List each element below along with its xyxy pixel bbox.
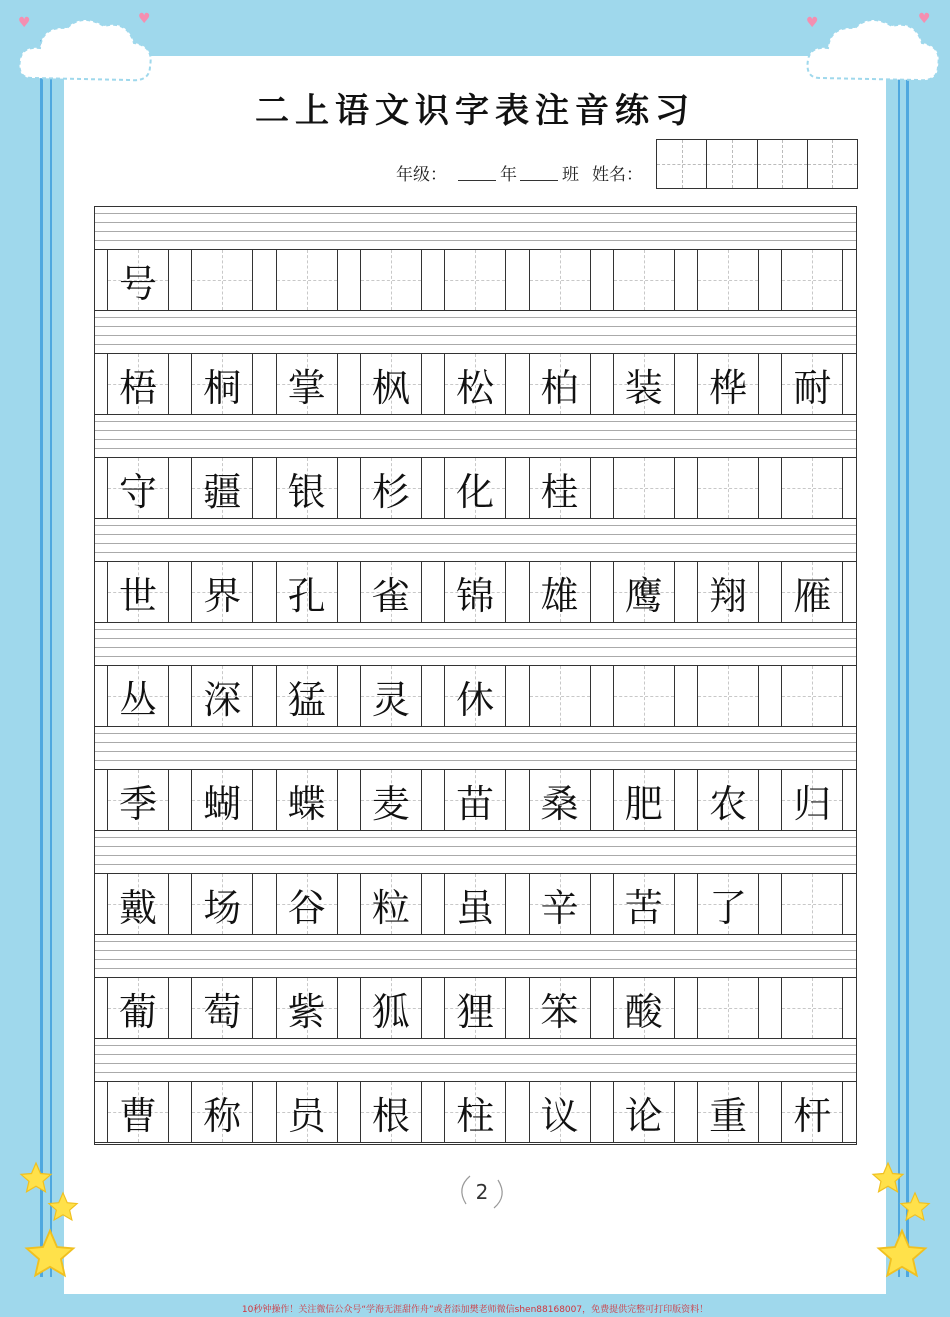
character-glyph: 议: [540, 1093, 579, 1138]
character-cell[interactable]: [191, 250, 253, 310]
character-cell[interactable]: [529, 978, 591, 1038]
character-glyph: 狸: [456, 989, 495, 1034]
character-cell[interactable]: [276, 874, 338, 934]
character-glyph: 根: [371, 1093, 410, 1138]
heart-icon: ♥: [806, 15, 819, 31]
heart-icon: ♥: [138, 11, 151, 27]
pinyin-line: [95, 317, 856, 318]
character-cell[interactable]: [613, 354, 675, 414]
pinyin-line: [95, 525, 856, 526]
character-cell[interactable]: [529, 1082, 591, 1142]
character-cell[interactable]: [697, 874, 759, 934]
heart-icon: ♥: [918, 11, 931, 27]
pinyin-line: [95, 959, 856, 960]
character-glyph: 肥: [624, 781, 663, 826]
character-cell[interactable]: [613, 874, 675, 934]
character-cell[interactable]: [360, 1082, 422, 1142]
name-cell[interactable]: [707, 140, 757, 188]
character-cell[interactable]: [107, 458, 169, 518]
character-cell[interactable]: [107, 874, 169, 934]
character-glyph: 麦: [371, 781, 410, 826]
character-glyph: 苗: [456, 781, 495, 826]
character-cell[interactable]: [191, 354, 253, 414]
star-icon: [898, 1190, 932, 1224]
character-cell[interactable]: [697, 562, 759, 622]
character-cell[interactable]: [529, 562, 591, 622]
character-cell[interactable]: [191, 562, 253, 622]
character-cell[interactable]: [781, 1082, 843, 1142]
star-icon: [874, 1226, 930, 1282]
character-glyph: 称: [203, 1093, 242, 1138]
character-glyph: 柏: [540, 365, 579, 410]
character-cell[interactable]: [444, 250, 506, 310]
right-stripe-2: [906, 40, 909, 1277]
name-cell[interactable]: [808, 140, 857, 188]
character-glyph: 杉: [371, 469, 410, 514]
character-cell[interactable]: [276, 250, 338, 310]
character-glyph: 苦: [624, 885, 663, 930]
character-glyph: 翔: [709, 573, 748, 618]
character-cell[interactable]: [360, 354, 422, 414]
pinyin-line: [95, 448, 856, 449]
pinyin-line: [95, 344, 856, 345]
pinyin-lines[interactable]: [95, 1041, 856, 1081]
character-cell[interactable]: [781, 770, 843, 830]
left-stripe-1: [40, 40, 43, 1277]
pinyin-line: [95, 968, 856, 969]
character-glyph: 雀: [371, 573, 410, 618]
pinyin-line: [95, 240, 856, 241]
character-glyph: 枫: [371, 365, 410, 410]
character-glyph: 紫: [287, 989, 326, 1034]
character-glyph: 深: [203, 677, 242, 722]
pinyin-line: [95, 742, 856, 743]
character-glyph: 萄: [203, 989, 242, 1034]
character-glyph: 世: [118, 573, 157, 618]
character-cell[interactable]: [781, 354, 843, 414]
character-cell[interactable]: [613, 666, 675, 726]
character-glyph: 酸: [624, 989, 663, 1034]
character-glyph: 桐: [203, 365, 242, 410]
character-row: [95, 249, 856, 311]
character-cell[interactable]: [107, 666, 169, 726]
character-cell[interactable]: [613, 250, 675, 310]
pinyin-line: [95, 941, 856, 942]
character-cell[interactable]: [613, 458, 675, 518]
character-glyph: 虽: [456, 885, 495, 930]
pinyin-lines[interactable]: [95, 521, 856, 561]
character-glyph: 归: [793, 781, 832, 826]
pinyin-lines[interactable]: [95, 729, 856, 769]
character-cell[interactable]: [360, 874, 422, 934]
grade-label: 年级：: [396, 165, 447, 185]
pinyin-line: [95, 760, 856, 761]
grade-blank[interactable]: [458, 180, 496, 181]
pinyin-line: [95, 543, 856, 544]
character-cell[interactable]: [697, 666, 759, 726]
character-cell[interactable]: [191, 978, 253, 1038]
pinyin-line: [95, 846, 856, 847]
character-cell[interactable]: [781, 978, 843, 1038]
character-cell[interactable]: [781, 458, 843, 518]
character-cell[interactable]: [276, 978, 338, 1038]
character-cell[interactable]: [276, 458, 338, 518]
character-glyph: 掌: [287, 365, 326, 410]
pinyin-lines[interactable]: [95, 417, 856, 457]
character-row: [95, 561, 856, 623]
heart-icon: ♥: [18, 15, 31, 31]
character-glyph: 笨: [540, 989, 579, 1034]
pinyin-line: [95, 864, 856, 865]
character-cell[interactable]: [697, 1082, 759, 1142]
character-glyph: 蝶: [287, 781, 326, 826]
character-glyph: 松: [456, 365, 495, 410]
character-glyph: 重: [709, 1093, 748, 1138]
character-cell[interactable]: [697, 978, 759, 1038]
page-title: 二上语文识字表注音练习: [255, 91, 695, 131]
pinyin-line: [95, 1072, 856, 1073]
character-glyph: 雁: [793, 573, 832, 618]
left-stripe-2: [50, 40, 52, 1277]
character-cell[interactable]: [191, 666, 253, 726]
character-cell[interactable]: [697, 250, 759, 310]
character-cell[interactable]: [360, 978, 422, 1038]
character-row: [95, 665, 856, 727]
pinyin-line: [95, 1063, 856, 1064]
name-cell[interactable]: [758, 140, 808, 188]
character-cell[interactable]: [444, 458, 506, 518]
character-cell[interactable]: [697, 458, 759, 518]
pinyin-line: [95, 552, 856, 553]
character-glyph: 猛: [287, 677, 326, 722]
character-cell[interactable]: [613, 562, 675, 622]
page-number: 2: [475, 1180, 489, 1204]
character-cell[interactable]: [613, 978, 675, 1038]
year-label: 年: [500, 165, 517, 185]
character-cell[interactable]: [781, 250, 843, 310]
character-cell[interactable]: [529, 874, 591, 934]
character-glyph: 粒: [371, 885, 410, 930]
character-cell[interactable]: [107, 1082, 169, 1142]
character-glyph: 杆: [793, 1093, 832, 1138]
pinyin-line: [95, 629, 856, 630]
character-cell[interactable]: [529, 250, 591, 310]
character-glyph: 雄: [540, 573, 579, 618]
footer-note: 10秒钟操作！关注微信公众号“学海无涯甜作舟”或者添加樊老师微信shen88168007，免费提供完整可打印版资料！: [241, 1305, 709, 1315]
character-cell[interactable]: [276, 562, 338, 622]
character-cell[interactable]: [697, 354, 759, 414]
character-glyph: 了: [709, 885, 748, 930]
character-glyph: 论: [624, 1093, 663, 1138]
character-cell[interactable]: [529, 770, 591, 830]
character-glyph: 疆: [203, 469, 242, 514]
character-cell[interactable]: [360, 458, 422, 518]
character-glyph: 梧: [118, 365, 157, 410]
pinyin-line: [95, 733, 856, 734]
character-cell[interactable]: [444, 354, 506, 414]
character-cell[interactable]: [613, 1082, 675, 1142]
character-glyph: 曹: [118, 1093, 157, 1138]
character-glyph: 锦: [456, 573, 495, 618]
pinyin-line: [95, 231, 856, 232]
character-glyph: 员: [287, 1093, 326, 1138]
character-cell[interactable]: [107, 770, 169, 830]
pinyin-line: [95, 430, 856, 431]
character-cell[interactable]: [107, 354, 169, 414]
character-glyph: 葡: [118, 989, 157, 1034]
character-row: [95, 353, 856, 415]
character-cell[interactable]: [781, 874, 843, 934]
character-cell[interactable]: [191, 1082, 253, 1142]
character-glyph: 银: [287, 469, 326, 514]
practice-grid: [94, 206, 857, 1145]
class-blank[interactable]: [520, 180, 558, 181]
character-glyph: 鹰: [624, 573, 663, 618]
character-cell[interactable]: [276, 770, 338, 830]
pinyin-line: [95, 837, 856, 838]
character-cell[interactable]: [781, 666, 843, 726]
character-cell[interactable]: [529, 354, 591, 414]
character-glyph: 柱: [456, 1093, 495, 1138]
pinyin-lines[interactable]: [95, 833, 856, 873]
character-cell[interactable]: [276, 1082, 338, 1142]
name-cell[interactable]: [657, 140, 707, 188]
character-glyph: 守: [118, 469, 157, 514]
pinyin-line: [95, 638, 856, 639]
character-glyph: 号: [118, 261, 157, 306]
pinyin-line: [95, 855, 856, 856]
pinyin-line: [95, 222, 856, 223]
pinyin-line: [95, 439, 856, 440]
character-glyph: 狐: [371, 989, 410, 1034]
pinyin-line: [95, 213, 856, 214]
character-glyph: 装: [624, 365, 663, 410]
character-glyph: 谷: [287, 885, 326, 930]
character-glyph: 化: [456, 469, 495, 514]
name-label: 姓名：: [592, 165, 643, 185]
character-cell[interactable]: [276, 354, 338, 414]
pinyin-lines[interactable]: [95, 209, 856, 249]
character-glyph: 蝴: [203, 781, 242, 826]
character-glyph: 丛: [118, 677, 157, 722]
character-cell[interactable]: [107, 562, 169, 622]
pinyin-line: [95, 950, 856, 951]
character-cell[interactable]: [276, 666, 338, 726]
pinyin-line: [95, 534, 856, 535]
character-row: [95, 873, 856, 935]
character-glyph: 农: [709, 781, 748, 826]
character-cell[interactable]: [444, 562, 506, 622]
character-cell[interactable]: [781, 562, 843, 622]
character-glyph: 灵: [371, 677, 410, 722]
pinyin-line: [95, 647, 856, 648]
pinyin-line: [95, 421, 856, 422]
character-glyph: 场: [203, 885, 242, 930]
pinyin-line: [95, 751, 856, 752]
character-cell[interactable]: [529, 666, 591, 726]
character-glyph: 季: [118, 781, 157, 826]
character-cell[interactable]: [444, 666, 506, 726]
character-glyph: 孔: [287, 573, 326, 618]
character-cell[interactable]: [444, 770, 506, 830]
name-writing-box[interactable]: [656, 139, 858, 189]
character-glyph: 桦: [709, 365, 748, 410]
character-cell[interactable]: [107, 978, 169, 1038]
pinyin-line: [95, 1054, 856, 1055]
pinyin-line: [95, 1045, 856, 1046]
character-cell[interactable]: [697, 770, 759, 830]
character-row: [95, 1081, 856, 1143]
character-cell[interactable]: [191, 874, 253, 934]
character-glyph: 辛: [540, 885, 579, 930]
character-row: [95, 769, 856, 831]
character-cell[interactable]: [360, 250, 422, 310]
character-cell[interactable]: [444, 1082, 506, 1142]
character-cell[interactable]: [444, 978, 506, 1038]
right-stripe-1: [898, 40, 900, 1277]
pinyin-line: [95, 656, 856, 657]
character-cell[interactable]: [360, 770, 422, 830]
character-glyph: 桂: [540, 469, 579, 514]
star-icon: [46, 1190, 80, 1224]
pinyin-lines[interactable]: [95, 313, 856, 353]
star-icon: [22, 1226, 78, 1282]
pinyin-line: [95, 335, 856, 336]
character-row: [95, 457, 856, 519]
character-glyph: 戴: [118, 885, 157, 930]
character-glyph: 界: [203, 573, 242, 618]
character-glyph: 桑: [540, 781, 579, 826]
character-glyph: 耐: [793, 365, 832, 410]
character-cell[interactable]: [613, 770, 675, 830]
character-cell[interactable]: [360, 666, 422, 726]
character-cell[interactable]: [107, 250, 169, 310]
class-label: 班: [562, 165, 579, 185]
character-cell[interactable]: [529, 458, 591, 518]
character-cell[interactable]: [444, 874, 506, 934]
character-cell[interactable]: [360, 562, 422, 622]
character-cell[interactable]: [191, 458, 253, 518]
pinyin-line: [95, 326, 856, 327]
character-glyph: 休: [456, 677, 495, 722]
character-cell[interactable]: [191, 770, 253, 830]
pinyin-lines[interactable]: [95, 937, 856, 977]
pinyin-lines[interactable]: [95, 625, 856, 665]
character-row: [95, 977, 856, 1039]
